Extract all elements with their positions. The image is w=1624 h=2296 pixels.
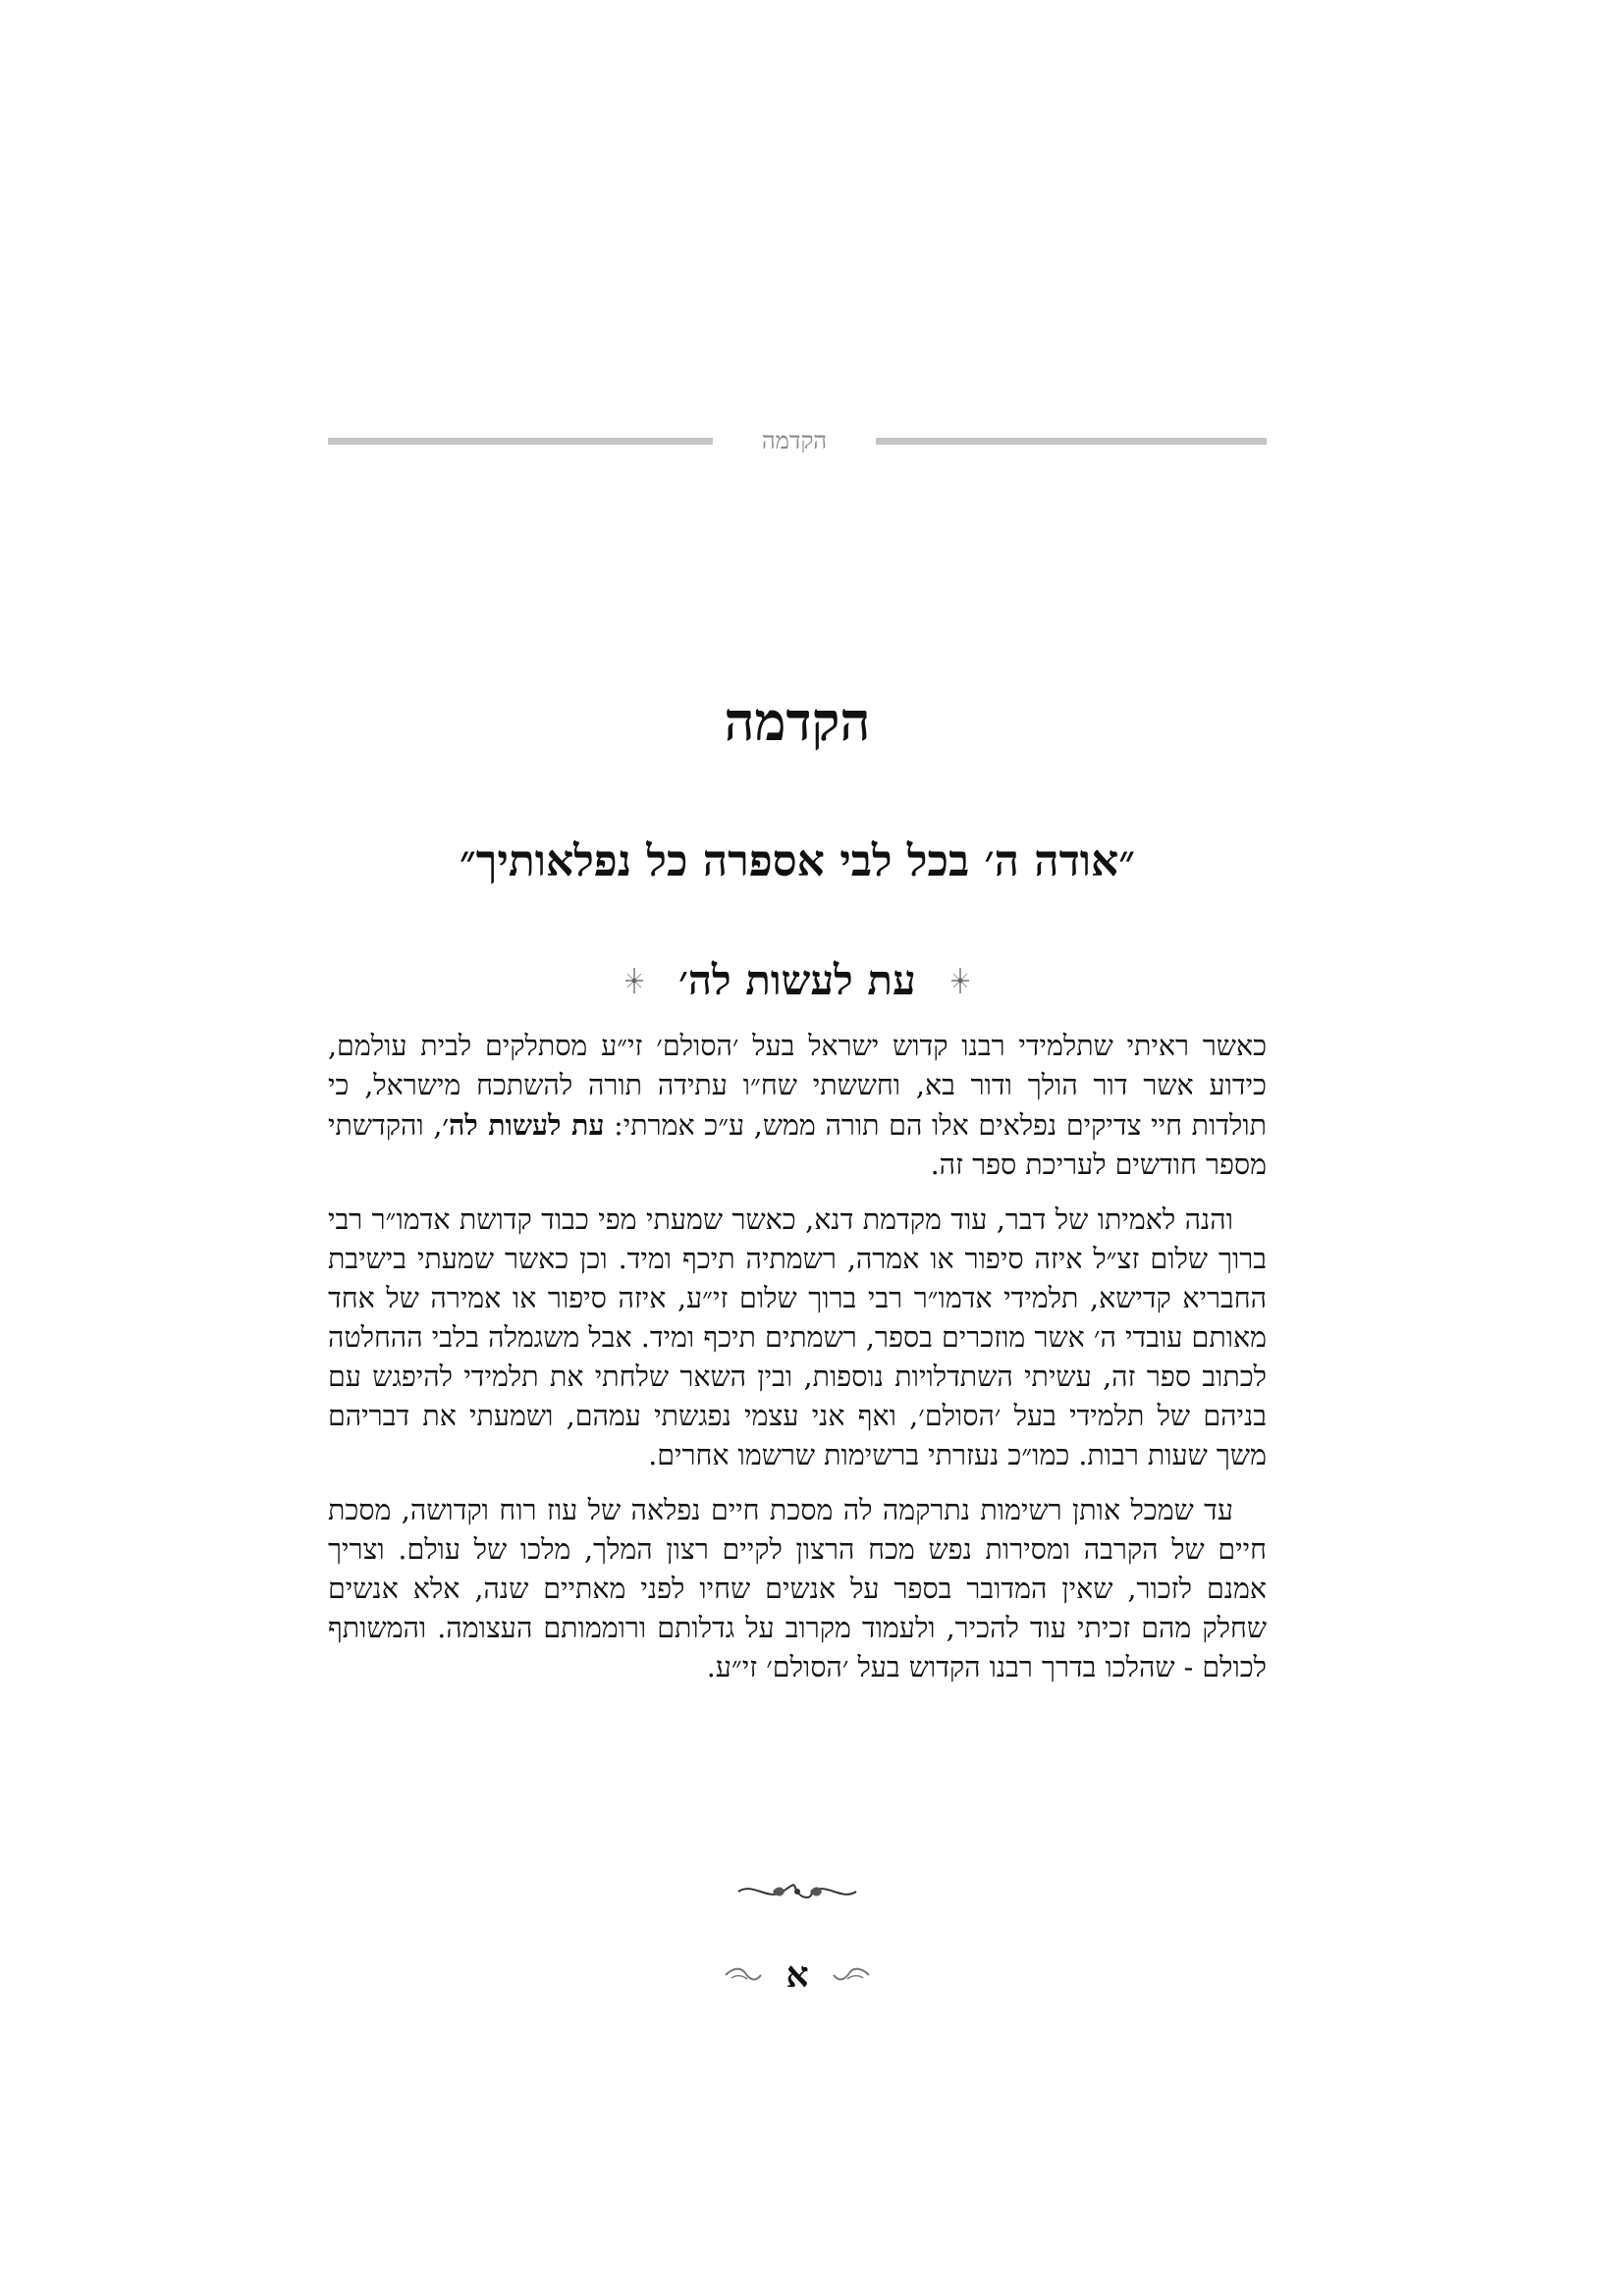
swirl-icon <box>724 1965 763 1985</box>
page-number-footer <box>714 1953 881 1997</box>
page-subtitle: ״אודה ה׳ בכל לבי אספרה כל נפלאותיך״ <box>460 836 1135 886</box>
paragraph-text: , והקדשתי מספר חודשים לעריכת ספר זה. <box>328 1109 1267 1181</box>
emphasis-text: עת לעשות לה׳ <box>442 1108 605 1142</box>
paragraph: והנה לאמיתו של דבר, עוד מקדמת דנא, כאשר שמעתי מפי כבוד קדושת אדמו״ר רבי ברוך שלום זצ״ל איזה סיפור או אמרה, רשמתיה תיכף ומיד. וכן כאשר שמעתי בישיבת החבריא קדישא, תלמידי אדמו״ר רבי ברוך שלום זי״ע, איזה סיפור או אמירה של אחד מאותם עובדי ה׳ אשר מוזכרים בספר, רשמתים תיכף ומיד. אבל משגמלה בלבי ההחלטה לכתוב ספר זה, עשיתי השתדלויות נוספות, ובין השאר שלחתי את תלמידי להיפגש עם בניהם של תלמידי בעל ׳הסולם׳, ואף אני עצמי נפגשתי עמהם, ושמעתי את דבריהם משך שעות רבות. כמו״כ נעזרתי ברשימות שרשמו אחרים. <box>328 1203 1267 1471</box>
swirl-icon <box>832 1965 871 1985</box>
running-header-text: הקדמה <box>761 427 828 454</box>
paragraph <box>328 1027 1267 1185</box>
section-heading <box>328 950 1267 1010</box>
section-heading-text: עת לעשות לה׳ <box>678 955 916 1004</box>
starburst-ornament-icon <box>948 966 972 995</box>
flourish-divider-icon <box>733 1880 861 1903</box>
body-text <box>328 1027 1267 1703</box>
page-title: הקדמה <box>724 690 871 753</box>
header-rule-right <box>876 438 1267 445</box>
page-number: א <box>785 1954 809 1996</box>
running-header <box>328 426 1267 455</box>
starburst-ornament-icon <box>623 966 646 995</box>
paragraph: עד שמכל אותן רשימות נתרקמה לה מסכת חיים נפלאה של עוז רוח וקדושה, מסכת חיים של הקרבה ומסירות נפש מכח הרצון לקיים רצון המלך, מלכו של עולם. וצריך אמנם לזכור, שאין המדובר בספר על אנשים שחיו לפני מאתיים שנה, אלא אנשים שחלק מהם זכיתי עוד להכיר, ולעמוד מקרוב על גדלותם ורוממותם העצומה. והמשותף לכולם - שהלכו בדרך רבנו הקדוש בעל ׳הסולם׳ זי״ע. <box>328 1494 1267 1683</box>
header-rule-left <box>328 438 713 445</box>
paragraph-text: כאשר ראיתי שתלמידי רבנו קדוש ישראל בעל ׳הסולם׳ זי״ע מסתלקים לבית עולמם, כידוע אשר דור הולך ודור בא, וחששתי שח״ו עתידה תורה להשתכח מישראל, כי תולדות חיי צדיקים נפלאים אלו הם תורה ממש, ע״כ אמרתי: <box>328 1030 1267 1142</box>
